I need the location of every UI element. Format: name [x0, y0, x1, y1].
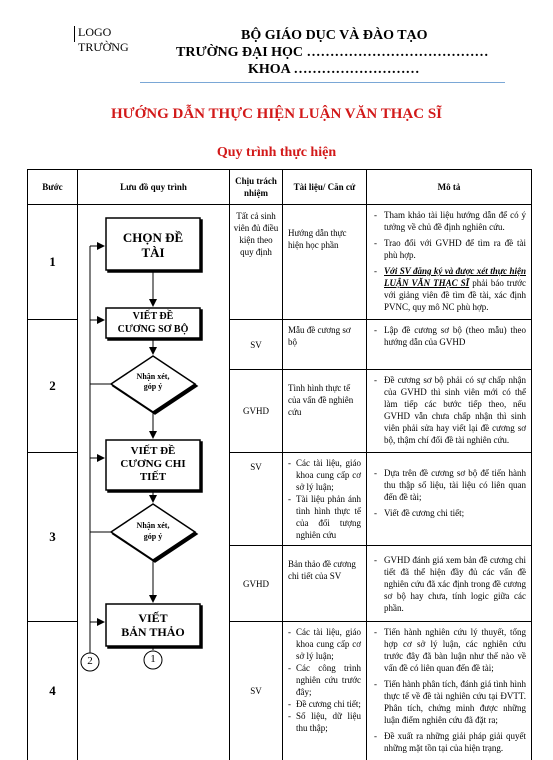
header-responsible: Chịu trách nhiệm — [230, 170, 283, 205]
flow-decision-label — [111, 372, 195, 392]
document-cell: Bản thảo đề cương chi tiết của SV — [283, 546, 367, 622]
logo-line1: LOGO — [78, 25, 129, 40]
flow-decision-label — [111, 520, 195, 542]
document-item: - Tài liệu phản ánh tình hình thực tế của đối tượng nghiên cứu — [288, 493, 361, 541]
description-text: phải báo trước với giảng viên đề tìm đề tài, xác định PVNC, quy mô NC phù hợp. — [384, 278, 526, 312]
flow-text: Nhận xét, — [111, 372, 195, 382]
step-number: 3 — [28, 453, 78, 622]
header-description: Mô tả — [367, 170, 532, 205]
flow-text: TIẾT — [106, 471, 200, 484]
responsible-cell: SV — [230, 320, 283, 370]
flow-text: CƯƠNG CHI — [106, 458, 200, 471]
connector-2-label: 2 — [81, 655, 99, 667]
flow-text: CƯƠNG SƠ BỘ — [106, 323, 200, 336]
header-flowchart: Lưu đồ quy trình — [78, 170, 230, 205]
document-cell: Tình hình thực tế của vấn đề nghiên cứu — [283, 370, 367, 453]
flow-text: VIẾT — [106, 611, 200, 625]
flow-text: góp ý — [111, 382, 195, 392]
flow-text: TÀI — [106, 245, 200, 260]
flow-box-label — [106, 230, 200, 260]
description-item: - Viết đề cương chi tiết; — [372, 507, 526, 519]
flow-text: BẢN THẢO — [106, 625, 200, 639]
faculty-name: KHOA ……………………… — [248, 62, 420, 78]
page-subtitle: Quy trình thực hiện — [0, 145, 553, 161]
document-item: - Số liệu, dữ liệu thu thập; — [288, 710, 361, 734]
header-step: Bước — [28, 170, 78, 205]
responsible-cell: GVHD — [230, 546, 283, 622]
page-title: HƯỚNG DẪN THỰC HIỆN LUẬN VĂN THẠC SĨ — [0, 106, 553, 123]
document-item: - Các công trình nghiên cứu trước đây; — [288, 662, 361, 698]
document-cell: Mẫu đề cương sơ bộ — [283, 320, 367, 370]
flow-box-label — [106, 310, 200, 336]
document-cell: Hướng dẫn thực hiện học phần — [283, 205, 367, 320]
header-documents: Tài liệu/ Căn cứ — [283, 170, 367, 205]
step-number: 2 — [28, 320, 78, 453]
description-item: - Tiến hành nghiên cứu lý thuyết, tổng hợp cơ sở lý luận, các nghiên cứu trước đây đã bàn luận như thế nào về vấn đề có liên quan đến đề tài; — [372, 626, 526, 674]
responsible-cell: Tất cả sinh viên đủ điều kiện theo quy định — [230, 205, 283, 320]
responsible-cell: SV — [230, 622, 283, 760]
document-item: - Các tài liệu, giáo khoa cung cấp cơ sở lý luận; — [288, 457, 361, 493]
description-item: - GVHD đánh giá xem bản đề cương chi tiết đã thể hiện đầy đủ các vấn đề nghiên cứu đã xác định trong đề cương sơ bộ hay chưa, tính logic giữa các phần. — [372, 554, 526, 614]
step-number: 4 — [28, 622, 78, 760]
document-item: - Các tài liệu, giáo khoa cung cấp cơ sở lý luận; — [288, 626, 361, 662]
description-item: - Đề xuất ra những giải pháp giải quyết những mặt tồn tại của hiện trạng. — [372, 730, 526, 754]
flow-text: VIẾT ĐỀ — [106, 310, 200, 323]
flow-box-label — [106, 445, 200, 484]
flow-text: Nhận xét, — [111, 520, 195, 531]
university-name: TRƯỜNG ĐẠI HỌC ………………………………… — [176, 45, 489, 61]
flow-text: VIẾT ĐỀ — [106, 445, 200, 458]
step-number: 1 — [28, 205, 78, 320]
responsible-cell: SV — [230, 453, 283, 546]
description-item: - Lập đề cương sơ bộ (theo mẫu) theo hướng dẫn của GVHD — [372, 324, 526, 348]
description-emphasis: Với SV đăng ký và được xét thực hiện LUẬN VĂN THẠC SĨ — [384, 266, 526, 288]
ministry-name: BỘ GIÁO DỤC VÀ ĐÀO TẠO — [241, 28, 428, 44]
description-item: - Tiến hành phân tích, đánh giá tình hình thực tế về đề tài nghiên cứu tại ĐVTT. Phân tích, chứng minh được những luận điểm nghiên cứu đã đặt ra; — [372, 678, 526, 726]
flow-box-label — [106, 611, 200, 639]
description-item: - Đề cương sơ bộ phải có sự chấp nhận của GVHD thì sinh viên mới có thể làm tiếp các bước tiếp theo, nếu GVHD vẫn chưa chấp nhận thì sinh viên phải sửa hay viết lại đề cương sơ bộ, thậm chí đổi đề tài nghiên cứu. — [372, 374, 526, 446]
description-item: - Dựa trên đề cương sơ bộ để tiến hành thu thập số liệu, tài liệu có liên quan đến đề tài; — [372, 467, 526, 503]
responsible-cell: GVHD — [230, 370, 283, 453]
description-item: - Tham khảo tài liệu hướng dẫn để có ý tưởng về chủ đề định nghiên cứu. — [372, 209, 526, 233]
connector-1-label: 1 — [144, 653, 162, 665]
document-item: - Đề cương chi tiết; — [288, 698, 361, 710]
logo-line2: TRƯỜNG — [78, 40, 129, 55]
flow-text: góp ý — [111, 531, 195, 542]
flow-text: CHỌN ĐỀ — [106, 230, 200, 245]
description-item: - Trao đổi với GVHD để tìm ra đề tài phù hợp. — [372, 237, 526, 261]
